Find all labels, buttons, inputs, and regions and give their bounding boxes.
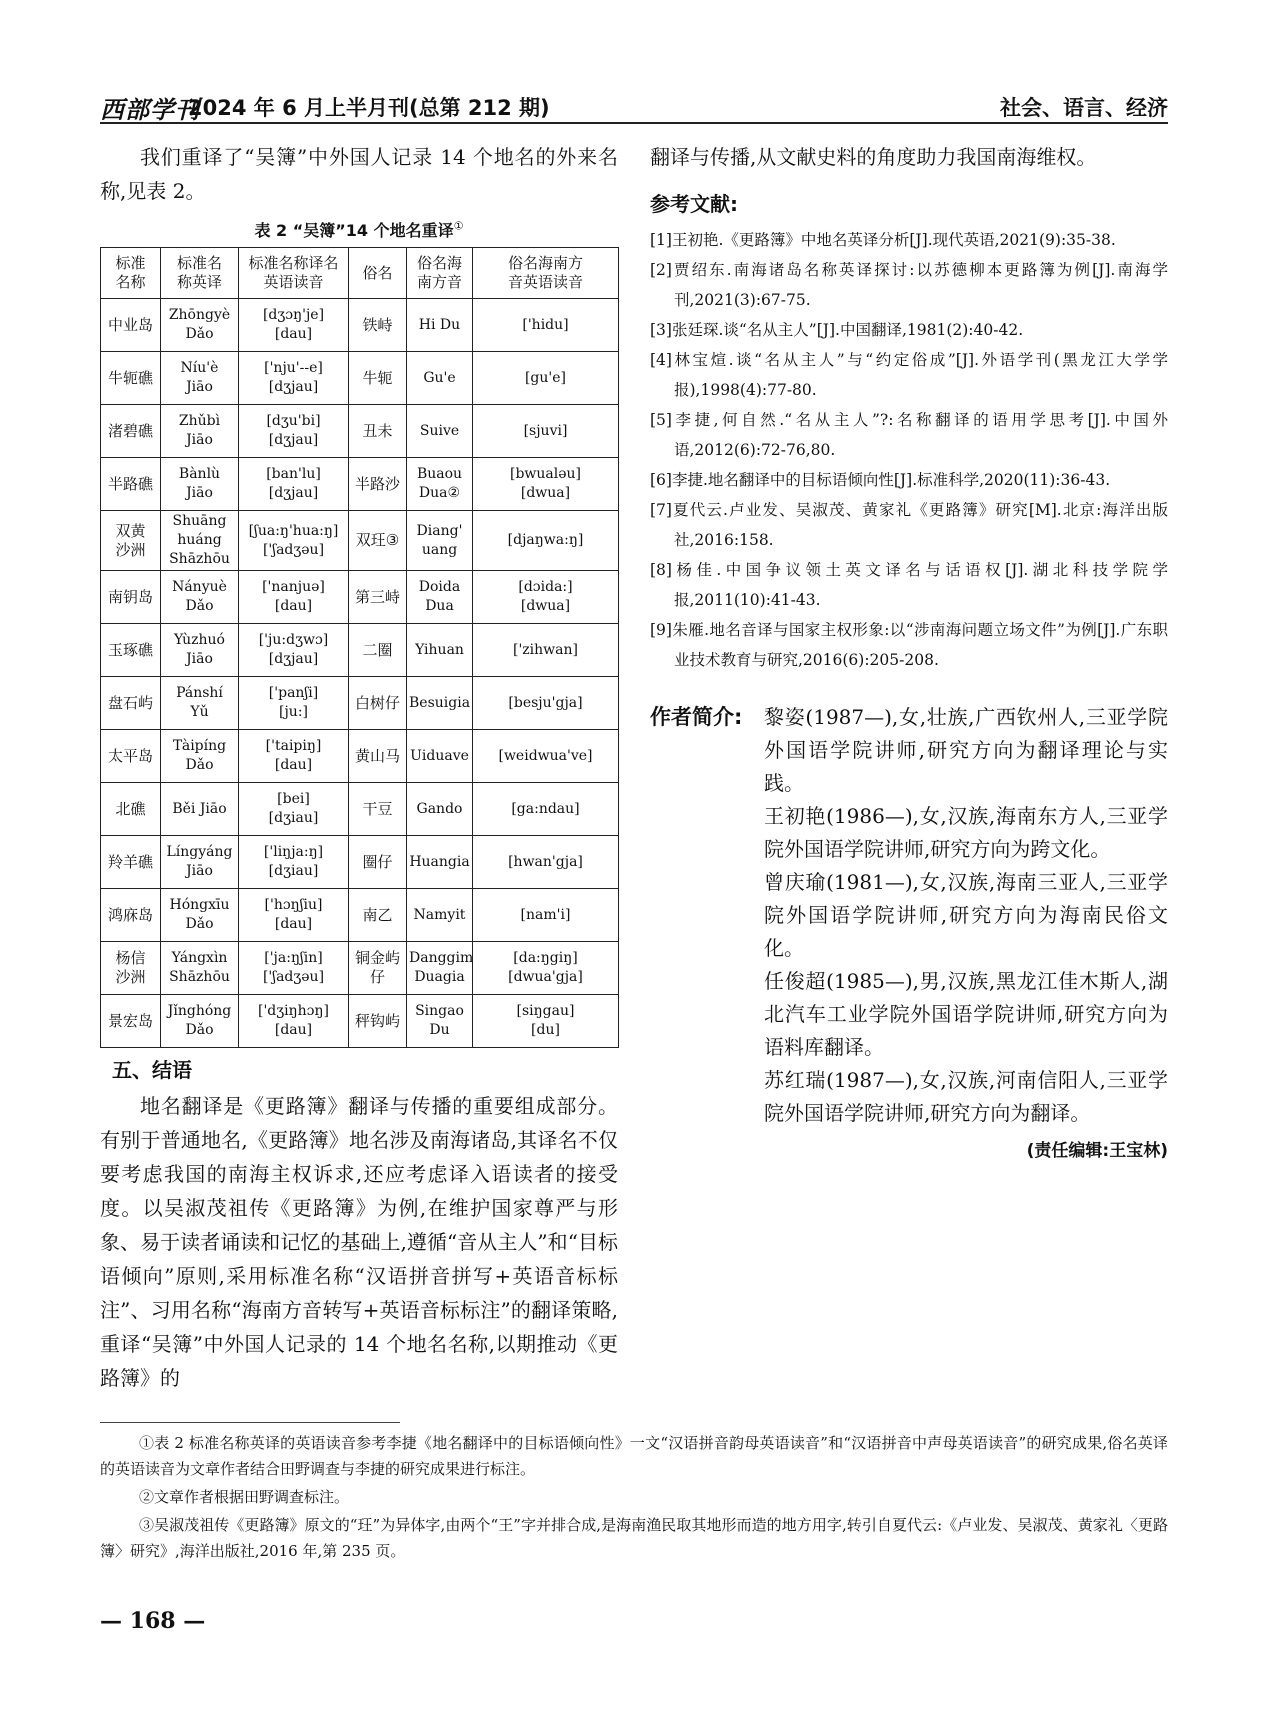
table-cell: 牛轭礁 <box>101 352 161 405</box>
responsible-editor: (责任编辑:王宝林) <box>1026 1141 1168 1161</box>
table-cell: 杨信 沙洲 <box>101 942 161 995</box>
table-row <box>101 511 619 571</box>
author-list <box>764 701 1168 1130</box>
place-name-table <box>100 247 619 1048</box>
section-heading: 五、结语 <box>112 1058 192 1082</box>
author-bio: 曾庆瑜(1981—),女,汉族,海南三亚人,三亚学院外国语学院讲师,研究方向为海南民俗文化。 <box>764 870 1168 960</box>
table-header-row <box>101 248 619 299</box>
journal-name: 西部学刊 <box>100 95 200 124</box>
table-cell: Yùzhuó Jiāo <box>161 624 239 677</box>
reference-item: [6]李捷.地名翻译中的目标语倾向性[J].标准科学,2020(11):36-43. <box>650 471 1111 489</box>
intro-paragraph: 我们重译了“吴簿”中外国人记录 14 个地名的外来名称,见表 2。 <box>100 145 618 203</box>
author-bio: 任俊超(1985—),男,汉族,黑龙江佳木斯人,湖北汽车工业学院外国语学院讲师,研究方向为语料库翻译。 <box>764 969 1168 1059</box>
table-cell: Gando <box>407 783 473 836</box>
table-cell: Hi Du <box>407 299 473 352</box>
table-cell: Jǐnghóng Dǎo <box>161 995 239 1048</box>
table-cell: ['zihwan] <box>473 624 619 677</box>
table-cell: Doida Dua <box>407 571 473 624</box>
table-row <box>101 405 619 458</box>
table-cell: 黄山马 <box>349 730 407 783</box>
reference-item: [5]李捷,何自然.“名从主人”?:名称翻译的语用学思考[J].中国外语,2012(6):72-76,80. <box>650 411 1168 459</box>
table-cell: [ʃua:ŋ'hua:ŋ] ['ʃadʒəu] <box>239 511 349 571</box>
table-cell: Zhōngyè Dǎo <box>161 299 239 352</box>
reference-item: [4]林宝煊.谈“名从主人”与“约定俗成”[J].外语学刊(黑龙江大学学报),1998(4):77-80. <box>650 351 1168 399</box>
table-cell: ['hidu] <box>473 299 619 352</box>
table-cell: Gu'e <box>407 352 473 405</box>
table-header-cell: 标准名 称英译 <box>161 248 239 299</box>
table-cell: 第三峙 <box>349 571 407 624</box>
table-cell: 双玨③ <box>349 511 407 571</box>
table-row <box>101 624 619 677</box>
reference-item: [2]贾绍东.南海诸岛名称英译探讨:以苏德柳本更路簿为例[J].南海学刊,2021(3):67-75. <box>650 261 1168 309</box>
table-cell: 南钥岛 <box>101 571 161 624</box>
table-cell: Zhǔbì Jiāo <box>161 405 239 458</box>
table-cell: ['nanjuə] [dau] <box>239 571 349 624</box>
table-row <box>101 458 619 511</box>
table-cell: 南乙 <box>349 889 407 942</box>
table-cell: 干豆 <box>349 783 407 836</box>
table-cell: 铁峙 <box>349 299 407 352</box>
table-cell: 景宏岛 <box>101 995 161 1048</box>
table-header-cell: 俗名 <box>349 248 407 299</box>
table-cell: [dʒɔŋ'je] [dau] <box>239 299 349 352</box>
footnote-item: ①表 2 标准名称英译的英语读音参考李捷《地名翻译中的目标语倾向性》一文“汉语拼音韵母英语读音”和“汉语拼音中声母英语读音”的研究成果,俗名英译的英语读音为文章作者结合田野调查与李捷的研究成果进行标注。 <box>100 1434 1168 1478</box>
author-label: 作者简介: <box>650 705 743 729</box>
table-cell: Bànlù Jiāo <box>161 458 239 511</box>
running-header <box>100 88 1168 124</box>
table-caption-note: ① <box>453 219 464 233</box>
table-cell: 半路礁 <box>101 458 161 511</box>
table-cell: [da:ŋgiŋ] [dwua'gja] <box>473 942 619 995</box>
reference-item: [1]王初艳.《更路簿》中地名英译分析[J].现代英语,2021(9):35-38. <box>650 231 1116 249</box>
table-cell: Shuāng huáng Shāzhōu <box>161 511 239 571</box>
table-row <box>101 730 619 783</box>
table-cell: 中业岛 <box>101 299 161 352</box>
table-cell: [nam'i] <box>473 889 619 942</box>
author-bio: 苏红瑞(1987—),女,汉族,河南信阳人,三亚学院外国语学院讲师,研究方向为翻译。 <box>764 1068 1168 1125</box>
table-cell: 牛轭 <box>349 352 407 405</box>
table-cell: 鸿庥岛 <box>101 889 161 942</box>
table-cell: [siŋgau] [du] <box>473 995 619 1048</box>
table-cell: Pánshí Yǔ <box>161 677 239 730</box>
table-cell: Hóngxīu Dǎo <box>161 889 239 942</box>
table-cell: [ban'lu] [dʒjau] <box>239 458 349 511</box>
table-cell: [gu'e] <box>473 352 619 405</box>
table-row <box>101 299 619 352</box>
table-cell: ['liŋja:ŋ] [dʒiau] <box>239 836 349 889</box>
table-cell: [sjuvi] <box>473 405 619 458</box>
table-header-cell: 俗名海南方 音英语读音 <box>473 248 619 299</box>
table-row <box>101 571 619 624</box>
table-cell: Nányuè Dǎo <box>161 571 239 624</box>
author-bio: 王初艳(1986—),女,汉族,海南东方人,三亚学院外国语学院讲师,研究方向为跨文化。 <box>764 804 1168 861</box>
reference-item: [8]杨佳.中国争议领土英文译名与话语权[J].湖北科技学院学报,2011(10):41-43. <box>650 561 1168 609</box>
footnote-item: ②文章作者根据田野调查标注。 <box>139 1488 350 1506</box>
references-title: 参考文献: <box>650 192 738 216</box>
table-cell: [bei] [dʒiau] <box>239 783 349 836</box>
table-cell: 玉琢礁 <box>101 624 161 677</box>
table-cell: Yángxìn Shāzhōu <box>161 942 239 995</box>
table-cell: Běi Jiāo <box>161 783 239 836</box>
table-caption: 表 2 “吴簿”14 个地名重译① <box>254 219 464 240</box>
table-cell: ['ja:ŋʃin] ['ʃadʒəu] <box>239 942 349 995</box>
table-row <box>101 889 619 942</box>
table-cell: Buaou Dua② <box>407 458 473 511</box>
table-cell: ['nju'--e] [dʒjau] <box>239 352 349 405</box>
author-bio-block <box>650 701 1168 1130</box>
table-cell: Língyáng Jiāo <box>161 836 239 889</box>
table-cell: Namyit <box>407 889 473 942</box>
table-cell: Besuigia <box>407 677 473 730</box>
table-cell: 丑未 <box>349 405 407 458</box>
table-cell: Níu'è Jiāo <box>161 352 239 405</box>
table-cell: ['taipiŋ] [dau] <box>239 730 349 783</box>
table-cell: [dʒu'bi] [dʒjau] <box>239 405 349 458</box>
table-row <box>101 942 619 995</box>
table-cell: 半路沙 <box>349 458 407 511</box>
table-header-cell: 标准名称译名 英语读音 <box>239 248 349 299</box>
table-cell: Tàipíng Dǎo <box>161 730 239 783</box>
table-row <box>101 836 619 889</box>
table-cell: [weidwua've] <box>473 730 619 783</box>
table-row <box>101 677 619 730</box>
reference-item: [9]朱雁.地名音译与国家主权形象:以“涉南海问题立场文件”为例[J].广东职业技术教育与研究,2016(6):205-208. <box>650 621 1168 669</box>
table-cell: 铜金屿 仔 <box>349 942 407 995</box>
author-bio: 黎姿(1987—),女,壮族,广西钦州人,三亚学院外国语学院讲师,研究方向为翻译理论与实践。 <box>764 705 1168 795</box>
table-cell: [djaŋwa:ŋ] <box>473 511 619 571</box>
reference-item: [3]张廷琛.谈“名从主人”[J].中国翻译,1981(2):40-42. <box>650 321 1024 339</box>
right-column <box>650 140 1168 1161</box>
reference-item: [7]夏代云.卢业发、吴淑茂、黄家礼《更路簿》研究[M].北京:海洋出版社,2016:158. <box>650 501 1168 549</box>
table-cell: Suive <box>407 405 473 458</box>
table-cell: Singao Du <box>407 995 473 1048</box>
left-column <box>100 140 618 1395</box>
table-cell: [hwan'gja] <box>473 836 619 889</box>
table-cell: [dɔida:] [dwua] <box>473 571 619 624</box>
table-row <box>101 352 619 405</box>
conclusion-continuation: 翻译与传播,从文献史料的角度助力我国南海维权。 <box>650 145 1097 169</box>
table-cell: 羚羊礁 <box>101 836 161 889</box>
table-header-cell: 俗名海 南方音 <box>407 248 473 299</box>
section-name: 社会、语言、经济 <box>1000 96 1168 120</box>
table-cell: ['ju:dʒwɔ] [dʒjau] <box>239 624 349 677</box>
table-cell: ['panʃi] [ju:] <box>239 677 349 730</box>
table-cell: [besju'gja] <box>473 677 619 730</box>
table-cell: Uiduave <box>407 730 473 783</box>
table-cell: Diang' uang <box>407 511 473 571</box>
table-cell: 白树仔 <box>349 677 407 730</box>
table-row <box>101 995 619 1048</box>
table-cell: [bwualəu] [dwua] <box>473 458 619 511</box>
conclusion-paragraph: 地名翻译是《更路簿》翻译与传播的重要组成部分。有别于普通地名,《更路簿》地名涉及南海诸岛,其译名不仅要考虑我国的南海主权诉求,还应考虑译入语读者的接受度。以吴淑茂祖传《更路簿》为例,在维护国家尊严与形象、易于读者诵读和记忆的基础上,遵循“音从主人”和“目标语倾向”原则,采用标准名称“汉语拼音拼写+英语音标标注”、习用名称“海南方音转写+英语音标标注”的翻译策略,重译“吴簿”中外国人记录的 14 个地名名称,以期推动《更路簿》的 <box>100 1094 618 1390</box>
issue-info: 2024 年 6 月上半月刊(总第 212 期) <box>188 96 550 120</box>
table-row <box>101 783 619 836</box>
table-cell: 二圈 <box>349 624 407 677</box>
page-number: — 168 — <box>100 1608 206 1634</box>
footnote-item: ③吴淑茂祖传《更路簿》原文的“玨”为异体字,由两个“王”字并排合成,是海南渔民取其地形而造的地方用字,转引自夏代云:《卢业发、吴淑茂、黄家礼〈更路簿〉研究》,海洋出版社,2016 年,第 235 页。 <box>100 1516 1168 1560</box>
table-cell: 盘石屿 <box>101 677 161 730</box>
table-cell: Danggim Duagia <box>407 942 473 995</box>
footnote-rule <box>100 1422 400 1423</box>
table-body <box>101 299 619 1048</box>
table-cell: 秤钩屿 <box>349 995 407 1048</box>
footnotes <box>100 1430 1168 1566</box>
table-cell: 圈仔 <box>349 836 407 889</box>
references-list <box>650 225 1168 675</box>
table-header-cell: 标准 名称 <box>101 248 161 299</box>
table-cell: [ga:ndau] <box>473 783 619 836</box>
table-cell: Yihuan <box>407 624 473 677</box>
table-cell: 北礁 <box>101 783 161 836</box>
table-cell: Huangia <box>407 836 473 889</box>
table-cell: ['dʒiŋhɔŋ] [dau] <box>239 995 349 1048</box>
table-cell: 双黄 沙洲 <box>101 511 161 571</box>
table-cell: 太平岛 <box>101 730 161 783</box>
table-cell: ['hɔŋʃiu] [dau] <box>239 889 349 942</box>
table-cell: 渚碧礁 <box>101 405 161 458</box>
